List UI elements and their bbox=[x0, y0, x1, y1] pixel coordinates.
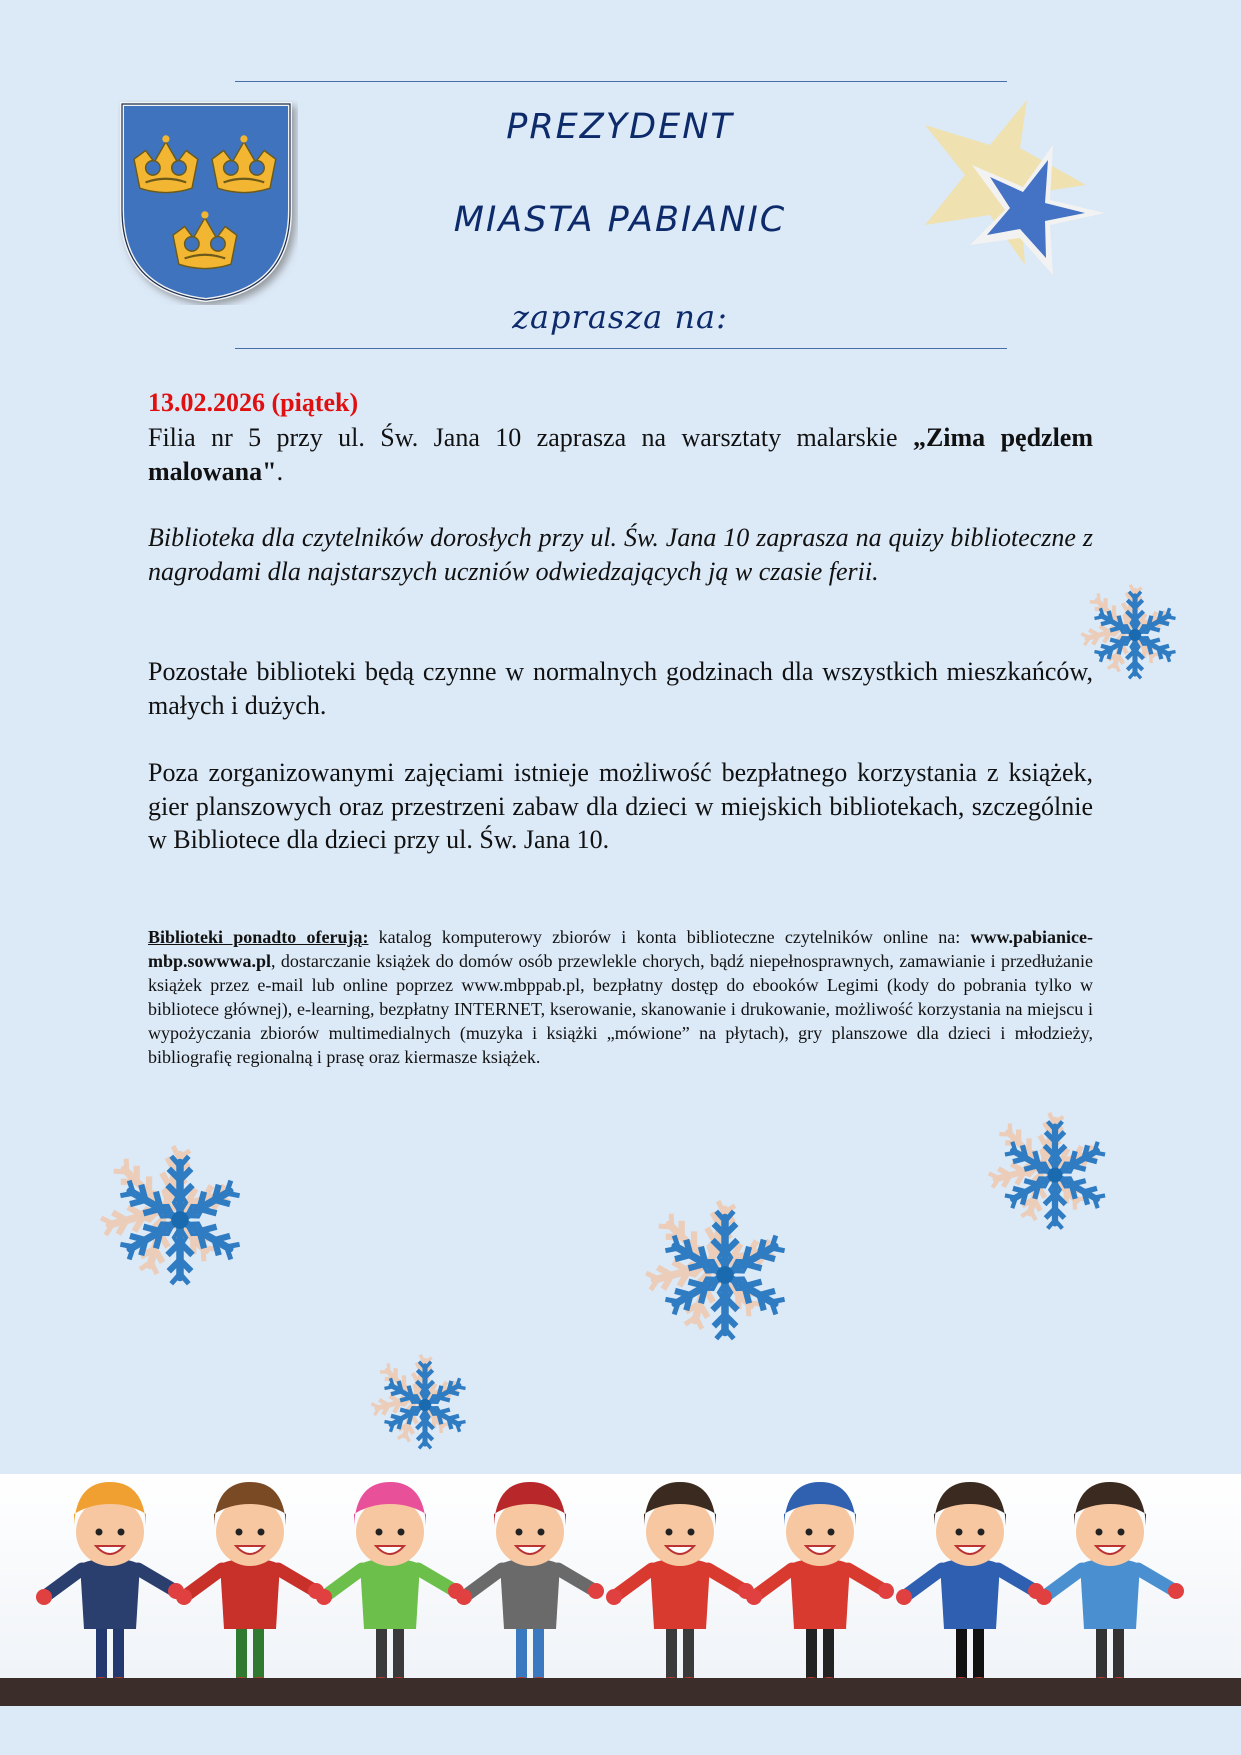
offer-lead: Biblioteki ponadto oferują: bbox=[148, 927, 369, 947]
snowflake-icon bbox=[980, 1105, 1130, 1245]
child-figure bbox=[746, 1482, 894, 1687]
event-paragraph-hours: Pozostałe biblioteki będą czynne w normalnych godzinach dla wszystkich mieszkańców, małych i dużych. bbox=[148, 657, 1093, 720]
children-illustration-icon bbox=[0, 1474, 1241, 1706]
stars-decoration-icon bbox=[920, 95, 1120, 280]
ground-strip bbox=[0, 1678, 1241, 1706]
header-title-city: MIASTA PABIANIC bbox=[453, 200, 787, 240]
event-paragraph-quiz: Biblioteka dla czytelników dorosłych przy ul. Św. Jana 10 zaprasza na quizy biblioteczne z nagrodami dla najstarszych uczniów odwiedzających ją w czasie ferii. bbox=[148, 523, 1093, 586]
snowflake-icon bbox=[365, 1345, 485, 1465]
workshop-suffix: . bbox=[276, 456, 284, 486]
snowflake-icon bbox=[640, 1195, 810, 1355]
child-figure bbox=[36, 1482, 184, 1687]
header-subtitle-invites: zaprasza na: bbox=[512, 298, 728, 336]
snowflake-icon bbox=[95, 1140, 265, 1300]
child-figure bbox=[316, 1482, 464, 1687]
child-figure bbox=[1036, 1482, 1184, 1687]
coat-of-arms-icon bbox=[118, 100, 298, 305]
header-title-president: PREZYDENT bbox=[506, 107, 734, 147]
workshop-text: Filia nr 5 przy ul. Św. Jana 10 zaprasza na warsztaty malarskie bbox=[148, 423, 913, 452]
workshop-title: „Zima pędzlem malowana" bbox=[148, 423, 1093, 486]
child-figure bbox=[606, 1482, 754, 1687]
offer-text-1: katalog komputerowy zbiorów i konta biblioteczne czytelników online na: bbox=[368, 927, 971, 947]
catalog-link[interactable]: www.pabianice-mbp.sowwwa.pl bbox=[148, 927, 1093, 971]
snowflake-icon bbox=[1075, 575, 1195, 695]
library-offer-paragraph bbox=[148, 925, 1093, 1069]
header-top-rule bbox=[235, 81, 1007, 82]
header-bottom-rule bbox=[235, 348, 1007, 349]
event-date: 13.02.2026 (piątek) bbox=[148, 388, 359, 417]
offer-text-2: , dostarczanie książek do domów osób przewlekle chorych, bądź niepełnosprawnych, zamawianie i przedłużanie książek przez e-mail lub online poprzez www.mbppab.pl, bezpłatny dostęp do ebooków Legimi (kody do pobrania tylko w bibliotece głównej), e-learning, bezpłatny INTERNET, kserowanie, skanowanie i drukowanie, możliwość korzystania na miejscu i wypożyczania zbiorów multimedialnych (muzyka i książki „mówione” na płytach), gry planszowe dla dzieci i młodzieży, bibliografię regionalną i prasę oraz kiermasze książek. bbox=[148, 951, 1093, 1067]
child-figure bbox=[896, 1482, 1044, 1687]
child-figure bbox=[176, 1482, 324, 1687]
event-paragraph-resources: Poza zorganizowanymi zajęciami istnieje możliwość bezpłatnego korzystania z książek, gier planszowych oraz przestrzeni zabaw dla dzieci w miejskich bibliotekach, szczególnie w Bibliotece dla dzieci przy ul. Św. Jana 10. bbox=[148, 758, 1093, 854]
event-paragraph-workshop bbox=[148, 421, 1093, 488]
children-banner bbox=[0, 1474, 1241, 1706]
child-figure bbox=[456, 1482, 604, 1687]
